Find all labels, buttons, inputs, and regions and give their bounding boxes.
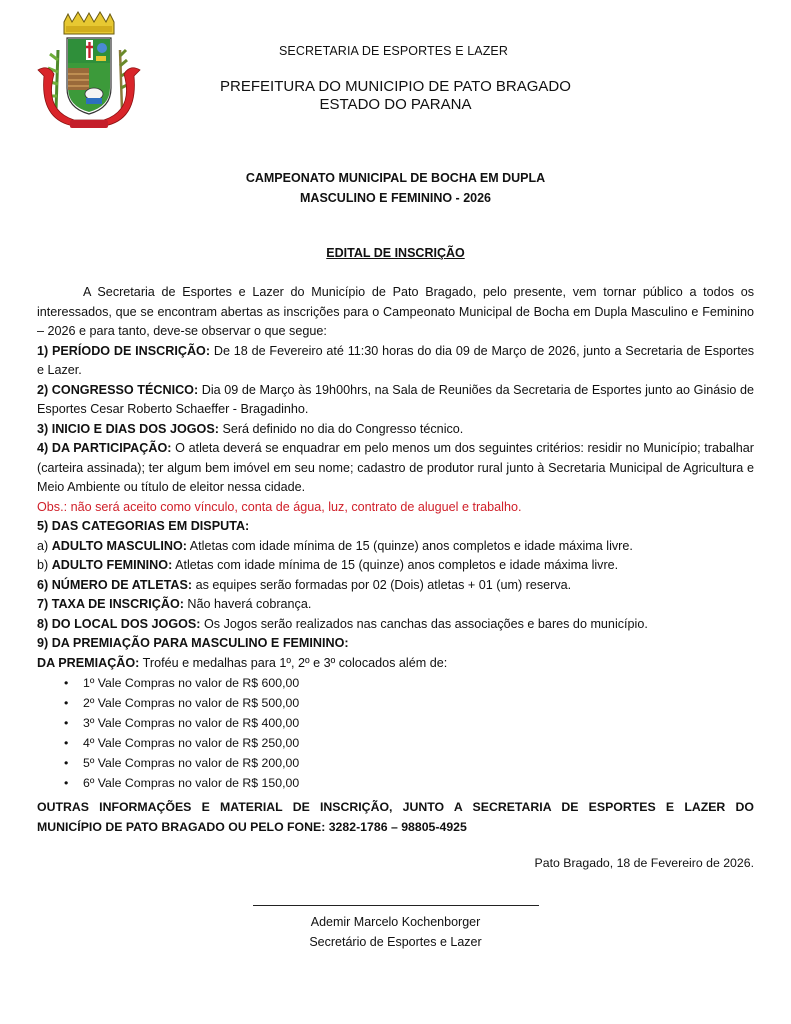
section-congresso-tecnico <box>37 381 754 420</box>
bullet-icon: • <box>64 676 69 690</box>
section-label: 2) CONGRESSO TÉCNICO: <box>37 382 199 397</box>
section-text: Os Jogos serão realizados nas canchas das associações e bares do município. <box>200 616 648 631</box>
prize-item: • 5º Vale Compras no valor de R$ 200,00 <box>37 753 754 773</box>
signature-line <box>253 905 539 906</box>
section-numero-atletas <box>37 576 754 596</box>
category-text: Atletas com idade mínima de 15 (quinze) anos completos e idade máxima livre. <box>172 558 619 572</box>
signatory-name: Ademir Marcelo Kochenborger <box>310 915 481 929</box>
prize-item: • 4º Vale Compras no valor de R$ 250,00 <box>37 733 754 753</box>
contact-info <box>37 797 754 837</box>
estado-name: ESTADO DO PARANA <box>319 96 472 113</box>
category-adulto-feminino: b) ADULTO FEMININO: Atletas com idade mínima de 15 (quinze) anos completos e idade máxima livre. <box>37 558 619 572</box>
bullet-icon: • <box>64 696 69 710</box>
section-premiacao-heading <box>37 634 754 654</box>
document-title <box>0 168 791 208</box>
date-line: Pato Bragado, 18 de Fevereiro de 2026. <box>534 856 754 870</box>
section-text: Troféu e medalhas para 1º, 2º e 3º colocados além de: <box>139 655 448 670</box>
contact-line-1: OUTRAS INFORMAÇÕES E MATERIAL DE INSCRIÇÃO, JUNTO A SECRETARIA DE ESPORTES E LAZER DO <box>37 800 754 814</box>
prize-item: • 6º Vale Compras no valor de R$ 150,00 <box>37 773 754 793</box>
section-label: 5) DAS CATEGORIAS EM DISPUTA: <box>37 519 250 533</box>
section-text: as equipes serão formadas por 02 (Dois) atletas + 01 (um) reserva. <box>192 577 572 592</box>
category-adulto-masculino: a) ADULTO MASCULINO: Atletas com idade mínima de 15 (quinze) anos completos e idade máxima livre. <box>37 538 633 553</box>
contact-line-2: MUNICÍPIO DE PATO BRAGADO OU PELO FONE: 3282-1786 – 98805-4925 <box>37 820 467 834</box>
edital-heading: EDITAL DE INSCRIÇÃO <box>326 246 465 260</box>
bullet-icon: • <box>64 756 69 770</box>
section-label: 8) DO LOCAL DOS JOGOS: <box>37 616 201 631</box>
document-body <box>37 283 754 793</box>
section-label: 4) DA PARTICIPAÇÃO: <box>37 441 172 455</box>
signature-block <box>0 912 791 952</box>
section-taxa-inscricao <box>37 595 754 615</box>
category-text: Atletas com idade mínima de 15 (quinze) anos completos e idade máxima livre. <box>186 538 633 553</box>
bullet-icon: • <box>64 716 69 730</box>
section-text: Dia 09 de Março às 19h00hrs, na Sala de Reuniões da Secretaria de Esportes junto ao Ginásio de Esportes Cesar Roberto Schaeffer - Bragadinho. <box>37 382 754 416</box>
section-label: 9) DA PREMIAÇÃO PARA MASCULINO E FEMININO: <box>37 636 349 650</box>
bullet-icon: • <box>64 776 69 790</box>
section-label: 3) INICIO E DIAS DOS JOGOS: <box>37 421 219 436</box>
section-text: Será definido no dia do Congresso técnico. <box>218 421 464 436</box>
section-label: DA PREMIAÇÃO: <box>37 655 140 670</box>
obs-note: Obs.: não será aceito como vínculo, conta de água, luz, contrato de aluguel e trabalho. <box>37 499 522 514</box>
section-label: 7) TAXA DE INSCRIÇÃO: <box>37 597 184 611</box>
signatory-role: Secretário de Esportes e Lazer <box>309 935 482 949</box>
section-label: 1) PERÍODO DE INSCRIÇÃO: <box>37 343 211 358</box>
section-participacao <box>37 439 754 498</box>
title-line-1: CAMPEONATO MUNICIPAL DE BOCHA EM DUPLA <box>245 171 546 185</box>
category-label: ADULTO FEMININO: <box>51 558 173 572</box>
section-label: 6) NÚMERO DE ATLETAS: <box>37 577 193 592</box>
prefeitura-header <box>0 78 791 114</box>
category-label: ADULTO MASCULINO: <box>51 538 187 553</box>
secretaria-header: SECRETARIA DE ESPORTES E LAZER <box>279 44 508 58</box>
title-line-2: MASCULINO E FEMININO - 2026 <box>300 191 491 205</box>
section-text: Não haverá cobrança. <box>183 597 312 611</box>
bullet-icon: • <box>64 736 69 750</box>
prefeitura-name: PREFEITURA DO MUNICIPIO DE PATO BRAGADO <box>220 78 571 95</box>
prize-item: • 1º Vale Compras no valor de R$ 600,00 <box>37 673 754 693</box>
prize-item: • 2º Vale Compras no valor de R$ 500,00 <box>37 693 754 713</box>
prize-list <box>37 673 754 793</box>
section-text: De 18 de Fevereiro até 11:30 horas do dia 09 de Março de 2026, junto a Secretaria de Esportes e Lazer. <box>37 343 755 377</box>
section-local-jogos <box>37 615 754 635</box>
section-premiacao <box>37 654 754 674</box>
section-periodo-inscricao <box>37 342 754 381</box>
section-text: O atleta deverá se enquadrar em pelo menos um dos seguintes critérios: residir no Município; trabalhar (carteira assinada); ter algum bem imóvel em seu nome; cadastro de produtor rural junto à Secretaria Municipal de Agricultura e Meio Ambiente ou título de eleitor nessa cidade. <box>37 441 754 494</box>
section-categorias <box>37 517 754 537</box>
intro-paragraph: A Secretaria de Esportes e Lazer do Município de Pato Bragado, pelo presente, vem tornar público a todos os interessados, que se encontram abertas as inscrições para o Campeonato Municipal de Bocha em Dupla Masculino e Feminino – 2026 e para tanto, deve-se observar o que segue: <box>37 285 754 338</box>
prize-item: • 3º Vale Compras no valor de R$ 400,00 <box>37 713 754 733</box>
section-inicio-jogos <box>37 420 754 440</box>
